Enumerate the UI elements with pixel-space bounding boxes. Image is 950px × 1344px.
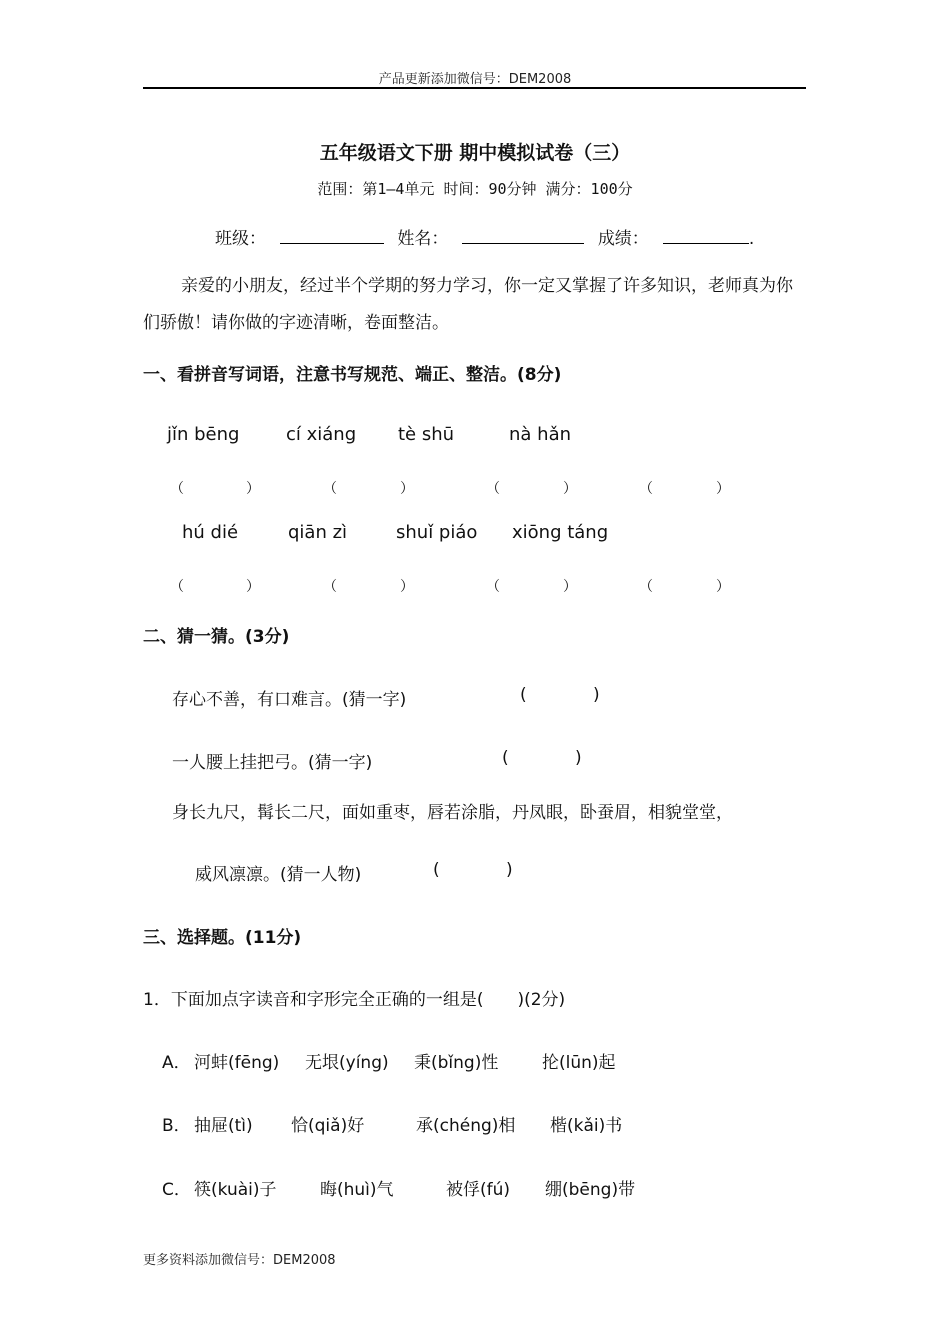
option-a-item: 抡(lūn)起: [542, 1053, 616, 1073]
fields-end-dot: .: [748, 229, 755, 249]
answer-paren-open: （: [486, 579, 500, 595]
page-header: 产品更新添加微信号：DEM2008: [378, 72, 572, 87]
answer-paren-open: （: [486, 481, 500, 497]
score-field[interactable]: [663, 229, 749, 244]
option-c-item: 被俘(fú): [446, 1180, 511, 1200]
option-b-item: 承(chéng)相: [416, 1116, 516, 1136]
riddle-1: 存心不善，有口难言。(猜一字): [172, 690, 407, 710]
pinyin-item: xiōng táng: [512, 522, 609, 543]
answer-paren-open: （: [323, 579, 337, 595]
exam-scope: 范围：第1—4单元 时间：90分钟 满分：100分: [317, 180, 633, 198]
option-a-item: 秉(bǐng)性: [414, 1053, 499, 1073]
pinyin-item: nà hǎn: [509, 424, 572, 445]
riddle-3-line2: 威风凛凛。(猜一人物): [195, 865, 362, 885]
riddle-1-blank-close: ): [593, 685, 600, 705]
class-label: 班级：: [215, 229, 266, 249]
riddle-2-blank-close: ): [575, 748, 582, 768]
answer-paren-close: ）: [400, 481, 414, 497]
name-field[interactable]: [462, 229, 584, 244]
riddle-2-blank-open: (: [502, 748, 509, 768]
riddle-1-blank-open: (: [520, 685, 527, 705]
answer-paren-close: ）: [716, 481, 730, 497]
section3-title: 三、选择题。(11分): [143, 928, 302, 948]
class-field[interactable]: [280, 229, 384, 244]
pinyin-item: tè shū: [398, 424, 455, 445]
answer-paren-open: （: [639, 579, 653, 595]
answer-paren-open: （: [170, 579, 184, 595]
pinyin-item: jǐn bēng: [167, 424, 240, 445]
page-footer: 更多资料添加微信号：DEM2008: [143, 1253, 336, 1268]
student-info-fields: [215, 224, 754, 249]
answer-paren-close: ）: [400, 579, 414, 595]
answer-paren-open: （: [323, 481, 337, 497]
option-b-item: 楷(kǎi)书: [550, 1116, 623, 1136]
option-c-item: 晦(huì)气: [320, 1180, 394, 1200]
intro-paragraph: 亲爱的小朋友，经过半个学期的努力学习，你一定又掌握了许多知识，老师真为你们骄傲！请你做的字迹清晰，卷面整洁。: [143, 276, 793, 333]
riddle-3-blank-open: (: [433, 860, 440, 880]
score-label: 成绩：: [597, 229, 649, 249]
question-1: 1．下面加点字读音和字形完全正确的一组是( )(2分): [143, 990, 566, 1010]
answer-paren-open: （: [639, 481, 653, 497]
answer-paren-close: ）: [246, 579, 260, 595]
pinyin-item: hú dié: [182, 522, 239, 543]
option-a-item: 河蚌(fēng): [194, 1053, 280, 1073]
name-label: 姓名：: [397, 229, 449, 249]
section2-title: 二、猜一猜。(3分): [143, 627, 290, 647]
pinyin-item: shuǐ piáo: [396, 522, 478, 543]
header-rule: [143, 87, 806, 89]
pinyin-item: cí xiáng: [286, 424, 357, 445]
answer-paren-open: （: [170, 481, 184, 497]
answer-paren-close: ）: [246, 481, 260, 497]
option-c-item: 绷(bēng)带: [545, 1180, 636, 1200]
option-b-label[interactable]: B．: [162, 1116, 191, 1136]
option-c-item: 筷(kuài)子: [194, 1180, 277, 1200]
option-b-item: 恰(qiǎ)好: [291, 1116, 365, 1136]
answer-paren-close: ）: [563, 579, 577, 595]
answer-paren-close: ）: [563, 481, 577, 497]
pinyin-item: qiān zì: [288, 522, 348, 543]
riddle-2: 一人腰上挂把弓。(猜一字): [172, 753, 373, 773]
option-c-label[interactable]: C．: [162, 1180, 191, 1200]
section1-title: 一、看拼音写词语，注意书写规范、端正、整洁。(8分): [143, 365, 562, 385]
option-b-item: 抽屉(tì): [194, 1116, 253, 1136]
option-a-item: 无垠(yíng): [305, 1053, 389, 1073]
exam-title: 五年级语文下册 期中模拟试卷（三）: [319, 142, 631, 164]
answer-paren-close: ）: [716, 579, 730, 595]
riddle-3-line1: 身长九尺，髯长二尺，面如重枣，唇若涂脂，丹凤眼，卧蚕眉，相貌堂堂，: [172, 803, 733, 823]
riddle-3-blank-close: ): [506, 860, 513, 880]
option-a-label[interactable]: A．: [162, 1053, 191, 1073]
